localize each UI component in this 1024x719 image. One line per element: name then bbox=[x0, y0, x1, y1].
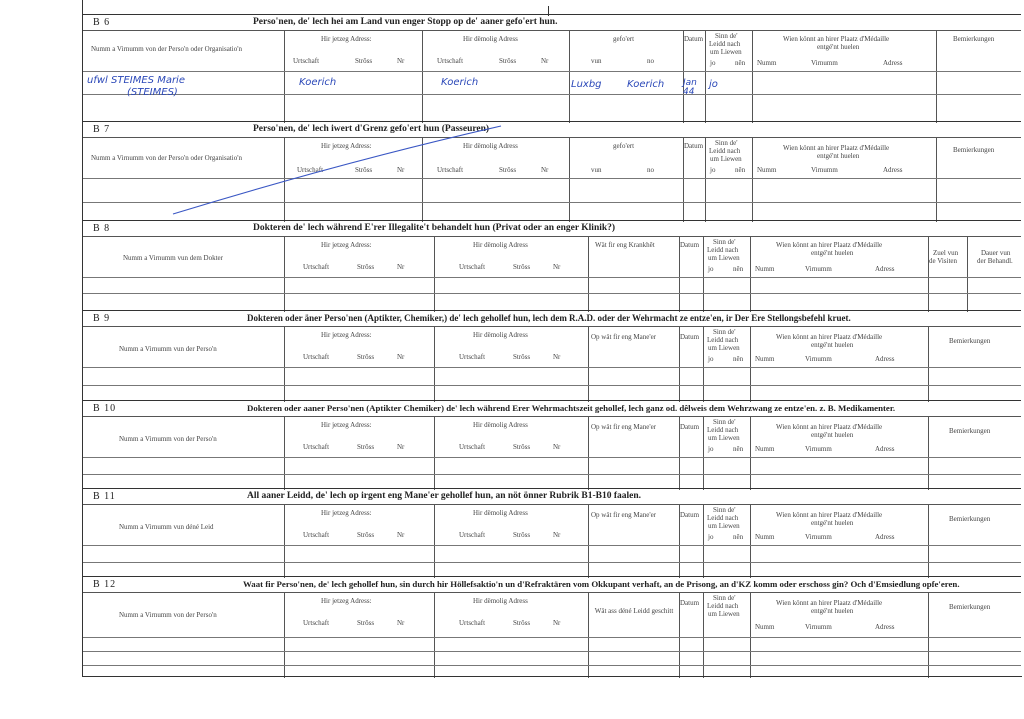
nr-label: Nr bbox=[397, 619, 405, 627]
current-address-header: Hir jetzeg Adress: bbox=[321, 421, 372, 429]
adress-label: Adress bbox=[875, 623, 895, 631]
section-title: Perso'nen, de' lech iwert d'Grenz gefo'ert hun (Passeuren) bbox=[253, 124, 490, 134]
medal-header-1: Wien könnt an hirer Plaatz d'Médaille bbox=[776, 511, 883, 519]
handwritten-urtschaft-now: Koerich bbox=[299, 77, 337, 88]
section-title: Dokteren oder äner Perso'nen (Aptikter, Chemiker,) de' lech gehollef hun, lech dem R.A.D. oder der Wehrmacht ze entze'en, ir Der Ere Stellongsbefehl kruet. bbox=[247, 313, 851, 323]
col3b-label: no bbox=[647, 57, 654, 65]
section-b11 bbox=[83, 488, 1021, 577]
section-title: All aaner Leidd, de' lech op irgent eng Mane'er gehollef hun, an nöt önner Rubrik B1-B10 faalen. bbox=[247, 491, 642, 501]
jo-label: jo bbox=[710, 59, 716, 67]
sinn-label: Sinn de' bbox=[713, 418, 736, 426]
nen-label: nên bbox=[733, 265, 744, 273]
datum-label: Datum bbox=[684, 35, 704, 43]
col3-header: Op wät fir eng Mane'er bbox=[591, 423, 657, 431]
urtschaft-label: Urtschaft bbox=[459, 619, 486, 627]
medal-header-1: Wien könnt an hirer Plaatz d'Médaille bbox=[776, 241, 883, 249]
col3b-label: no bbox=[647, 166, 654, 174]
urtschaft-label: Urtschaft bbox=[303, 443, 330, 451]
current-address-header: Hir jetzeg Adress: bbox=[321, 597, 372, 605]
stross-label: Strôss bbox=[357, 531, 375, 539]
leidd-label: Leidd nach bbox=[707, 426, 739, 434]
datum-label: Datum bbox=[680, 599, 700, 607]
nen-label: nên bbox=[733, 445, 744, 453]
col3a-label: vun bbox=[591, 166, 602, 174]
remarks-header: Bemierkungen bbox=[953, 35, 995, 43]
section-code: B 7 bbox=[93, 124, 111, 135]
section-code: B 10 bbox=[93, 403, 117, 414]
datum-label: Datum bbox=[680, 333, 700, 341]
section-b10 bbox=[83, 400, 1021, 489]
urtschaft-label: Urtschaft bbox=[459, 263, 486, 271]
medal-header-2: entgé'nt huelen bbox=[817, 152, 860, 160]
medal-header-1: Wien könnt an hirer Plaatz d'Médaille bbox=[783, 35, 890, 43]
current-address-header: Hir jetzeg Adress: bbox=[321, 35, 372, 43]
stross-label: Strôss bbox=[357, 619, 375, 627]
cancel-stroke bbox=[83, 122, 503, 221]
name-column-header: Numm a Virnumm vun déné Leid bbox=[119, 523, 214, 531]
current-address-header: Hir jetzeg Adress: bbox=[321, 509, 372, 517]
stross-label: Strôss bbox=[513, 353, 531, 361]
jo-label: jo bbox=[708, 533, 714, 541]
nr-label: Nr bbox=[397, 443, 405, 451]
virnumm-label: Virnumm bbox=[805, 355, 832, 363]
virnumm-label: Virnumm bbox=[811, 59, 838, 67]
section-b9 bbox=[83, 310, 1021, 401]
former-address-header: Hir dëmolig Adress bbox=[473, 597, 528, 605]
remarks-header: Bemierkungen bbox=[953, 146, 995, 154]
stross-label: Strôss bbox=[513, 263, 531, 271]
medal-header-2: entgé'nt huelen bbox=[811, 431, 854, 439]
sinn-label: Sinn de' bbox=[713, 238, 736, 246]
section-table bbox=[83, 592, 1021, 678]
remarks-header: Bemierkungen bbox=[949, 337, 991, 345]
section-code: B 8 bbox=[93, 223, 111, 234]
remarks-header: Bemierkungen bbox=[949, 515, 991, 523]
former-address-header: Hir dëmolig Adress bbox=[473, 509, 528, 517]
section-code: B 12 bbox=[93, 579, 117, 590]
nen-label: nên bbox=[733, 355, 744, 363]
col3-header: gefo'ert bbox=[613, 35, 635, 43]
section-b7 bbox=[83, 121, 1021, 221]
former-address-header: Hir dëmolig Adress bbox=[473, 331, 528, 339]
stross-label: Strôss bbox=[355, 166, 373, 174]
section-title: Dokteren de' lech während E'rer Illegalite't behandelt hun (Privat oder an enger Klinik?) bbox=[253, 223, 616, 233]
former-address-header: Hir dëmolig Adress bbox=[473, 241, 528, 249]
col3-header: Op wät fir eng Mane'er bbox=[591, 333, 657, 341]
nr-label: Nr bbox=[541, 57, 549, 65]
leidd-label: Leidd nach bbox=[709, 40, 741, 48]
former-address-header: Hir dëmolig Adress bbox=[463, 142, 518, 150]
stross-label: Strôss bbox=[357, 443, 375, 451]
name-column-header: Numm a Virnumm vun dem Dokter bbox=[123, 254, 223, 262]
liewen-label: um Liewen bbox=[710, 48, 742, 56]
datum-label: Datum bbox=[684, 142, 704, 150]
jo-label: jo bbox=[708, 355, 714, 363]
liewen-label: um Liewen bbox=[708, 610, 740, 618]
stross-label: Strôss bbox=[513, 443, 531, 451]
liewen-label: um Liewen bbox=[708, 522, 740, 530]
numm-label: Numm bbox=[757, 166, 777, 174]
handwritten-urtschaft-then: Koerich bbox=[441, 77, 479, 88]
virnumm-label: Virnumm bbox=[805, 445, 832, 453]
stross-label: Strôss bbox=[499, 166, 517, 174]
numm-label: Numm bbox=[755, 445, 775, 453]
section-title: Perso'nen, de' lech hei am Land vun enger Stopp op de' aaner gefo'ert hun. bbox=[253, 17, 558, 27]
leidd-label: Leidd nach bbox=[707, 246, 739, 254]
name-column-header: Numm a Virnumm von der Perso'n bbox=[119, 435, 217, 443]
medal-header-1: Wien könnt an hirer Plaatz d'Médaille bbox=[776, 423, 883, 431]
virnumm-label: Virnumm bbox=[805, 533, 832, 541]
current-address-header: Hir jetzeg Adress: bbox=[321, 331, 372, 339]
liewen-label: um Liewen bbox=[710, 155, 742, 163]
dauer-label: Dauer vun bbox=[981, 249, 1011, 257]
nen-label: nên bbox=[733, 533, 744, 541]
jo-label: jo bbox=[710, 166, 716, 174]
liewen-label: um Liewen bbox=[708, 434, 740, 442]
numm-label: Numm bbox=[755, 265, 775, 273]
stross-label: Strôss bbox=[513, 531, 531, 539]
leidd-label: Leidd nach bbox=[707, 602, 739, 610]
urtschaft-label: Urtschaft bbox=[459, 353, 486, 361]
stross-label: Strôss bbox=[357, 353, 375, 361]
section-title: Waat fir Perso'nen, de' lech gehollef hun, sin durch hir Höllefsaktio'n un d'Refraktären vom Okkupant verhaft, an de Prisong, an d'KZ komm oder erschoss gin? Och d'Emsiedlung opfe'eren. bbox=[243, 579, 960, 589]
section-b8 bbox=[83, 220, 1021, 311]
stross-label: Strôss bbox=[513, 619, 531, 627]
form-page bbox=[82, 0, 1023, 676]
section-table bbox=[83, 236, 1021, 312]
medal-header-2: entgé'nt huelen bbox=[811, 607, 854, 615]
sinn-label: Sinn de' bbox=[713, 506, 736, 514]
adress-label: Adress bbox=[875, 355, 895, 363]
urtschaft-label: Urtschaft bbox=[437, 166, 464, 174]
col3-header: Op wät fir eng Mane'er bbox=[591, 511, 657, 519]
handwritten-name: ufwl STEIMES Marie bbox=[87, 75, 185, 86]
numm-label: Numm bbox=[755, 533, 775, 541]
section-table bbox=[83, 30, 1021, 123]
medal-header-2: entgé'nt huelen bbox=[811, 249, 854, 257]
liewen-label: um Liewen bbox=[708, 254, 740, 262]
nr-label: Nr bbox=[541, 166, 549, 174]
numm-label: Numm bbox=[755, 623, 775, 631]
remarks-header: Bemierkungen bbox=[949, 603, 991, 611]
nr-label: Nr bbox=[553, 531, 561, 539]
adress-label: Adress bbox=[883, 166, 903, 174]
current-address-header: Hir jetzeg Adress: bbox=[321, 142, 372, 150]
medal-header-1: Wien könnt an hirer Plaatz d'Médaille bbox=[776, 599, 883, 607]
adress-label: Adress bbox=[875, 533, 895, 541]
datum-label: Datum bbox=[680, 241, 700, 249]
zuel-label: Zuel vun bbox=[933, 249, 959, 257]
stross-label: Strôss bbox=[355, 57, 373, 65]
name-column-header: Numm a Virnumm von der Perso'n oder Organisatio'n bbox=[91, 45, 242, 53]
stross-label: Strôss bbox=[357, 263, 375, 271]
urtschaft-label: Urtschaft bbox=[459, 531, 486, 539]
virnumm-label: Virnumm bbox=[805, 265, 832, 273]
section-table bbox=[83, 504, 1021, 578]
nr-label: Nr bbox=[397, 531, 405, 539]
nr-label: Nr bbox=[397, 166, 405, 174]
handwritten-datum: Jan 44 bbox=[683, 78, 697, 97]
page-bottom-border bbox=[82, 676, 1022, 677]
name-column-header: Numm a Virnumm von der Perso'n bbox=[119, 611, 217, 619]
section-code: B 11 bbox=[93, 491, 116, 502]
medal-header-2: entgé'nt huelen bbox=[817, 43, 860, 51]
virnumm-label: Virnumm bbox=[811, 166, 838, 174]
adress-label: Adress bbox=[875, 445, 895, 453]
nr-label: Nr bbox=[397, 263, 405, 271]
nr-label: Nr bbox=[397, 353, 405, 361]
medal-header-1: Wien könnt an hirer Plaatz d'Médaille bbox=[783, 144, 890, 152]
name-column-header: Numm a Virnumm von der Perso'n oder Organisatio'n bbox=[91, 154, 242, 162]
section-b12 bbox=[83, 576, 1021, 677]
former-address-header: Hir dëmolig Adress bbox=[463, 35, 518, 43]
urtschaft-label: Urtschaft bbox=[303, 263, 330, 271]
remarks-header: Bemierkungen bbox=[949, 427, 991, 435]
sinn-label: Sinn de' bbox=[713, 594, 736, 602]
virnumm-label: Virnumm bbox=[805, 623, 832, 631]
col3-header: Wät fir eng Krankhêt bbox=[595, 241, 655, 249]
leidd-label: Leidd nach bbox=[707, 336, 739, 344]
leidd-label: Leidd nach bbox=[709, 147, 741, 155]
nr-label: Nr bbox=[553, 443, 561, 451]
adress-label: Adress bbox=[875, 265, 895, 273]
current-address-header: Hir jetzeg Adress: bbox=[321, 241, 372, 249]
leidd-label: Leidd nach bbox=[707, 514, 739, 522]
nen-label: nên bbox=[735, 166, 746, 174]
handwritten-jo: jo bbox=[709, 79, 718, 90]
numm-label: Numm bbox=[755, 355, 775, 363]
stross-label: Strôss bbox=[499, 57, 517, 65]
col3-header: Wät ass déné Leidd geschitt bbox=[594, 607, 674, 615]
former-address-header: Hir dëmolig Adress bbox=[473, 421, 528, 429]
handwritten-vun: Luxbg bbox=[571, 79, 602, 90]
section-b6 bbox=[83, 14, 1021, 122]
sinn-label: Sinn de' bbox=[715, 32, 738, 40]
adress-label: Adress bbox=[883, 59, 903, 67]
col3-header: gefo'ert bbox=[613, 142, 635, 150]
nen-label: nên bbox=[735, 59, 746, 67]
name-column-header: Numm a Virnumm vun der Perso'n bbox=[119, 345, 217, 353]
urtschaft-label: Urtschaft bbox=[297, 166, 324, 174]
medal-header-1: Wien könnt an hirer Plaatz d'Médaille bbox=[776, 333, 883, 341]
urtschaft-label: Urtschaft bbox=[437, 57, 464, 65]
nr-label: Nr bbox=[397, 57, 405, 65]
medal-header-2: entgé'nt huelen bbox=[811, 341, 854, 349]
section-table bbox=[83, 416, 1021, 490]
behandl-label: der Behandl. bbox=[977, 257, 1013, 265]
nr-label: Nr bbox=[553, 619, 561, 627]
visiten-label: de Visiten bbox=[929, 257, 958, 265]
section-code: B 6 bbox=[93, 17, 111, 28]
datum-label: Datum bbox=[680, 423, 700, 431]
col3a-label: vun bbox=[591, 57, 602, 65]
sinn-label: Sinn de' bbox=[713, 328, 736, 336]
urtschaft-label: Urtschaft bbox=[459, 443, 486, 451]
medal-header-2: entgé'nt huelen bbox=[811, 519, 854, 527]
section-title: Dokteren oder aaner Perso'nen (Aptikter Chemiker) de' lech während Erer Wehrmachtszeit gehollef, lech ganz od. dêlweis dem Wehrzwang ze entze'en. z. B. Medikamenter. bbox=[247, 403, 896, 413]
nr-label: Nr bbox=[553, 353, 561, 361]
section-table bbox=[83, 326, 1021, 402]
handwritten-name-alt: (STEIMES) bbox=[127, 87, 178, 98]
urtschaft-label: Urtschaft bbox=[303, 531, 330, 539]
urtschaft-label: Urtschaft bbox=[293, 57, 320, 65]
liewen-label: um Liewen bbox=[708, 344, 740, 352]
sinn-label: Sinn de' bbox=[715, 139, 738, 147]
nr-label: Nr bbox=[553, 263, 561, 271]
jo-label: jo bbox=[708, 265, 714, 273]
urtschaft-label: Urtschaft bbox=[303, 353, 330, 361]
section-code: B 9 bbox=[93, 313, 111, 324]
jo-label: jo bbox=[708, 445, 714, 453]
handwritten-no: Koerich bbox=[627, 79, 665, 90]
datum-label: Datum bbox=[680, 511, 700, 519]
numm-label: Numm bbox=[757, 59, 777, 67]
urtschaft-label: Urtschaft bbox=[303, 619, 330, 627]
